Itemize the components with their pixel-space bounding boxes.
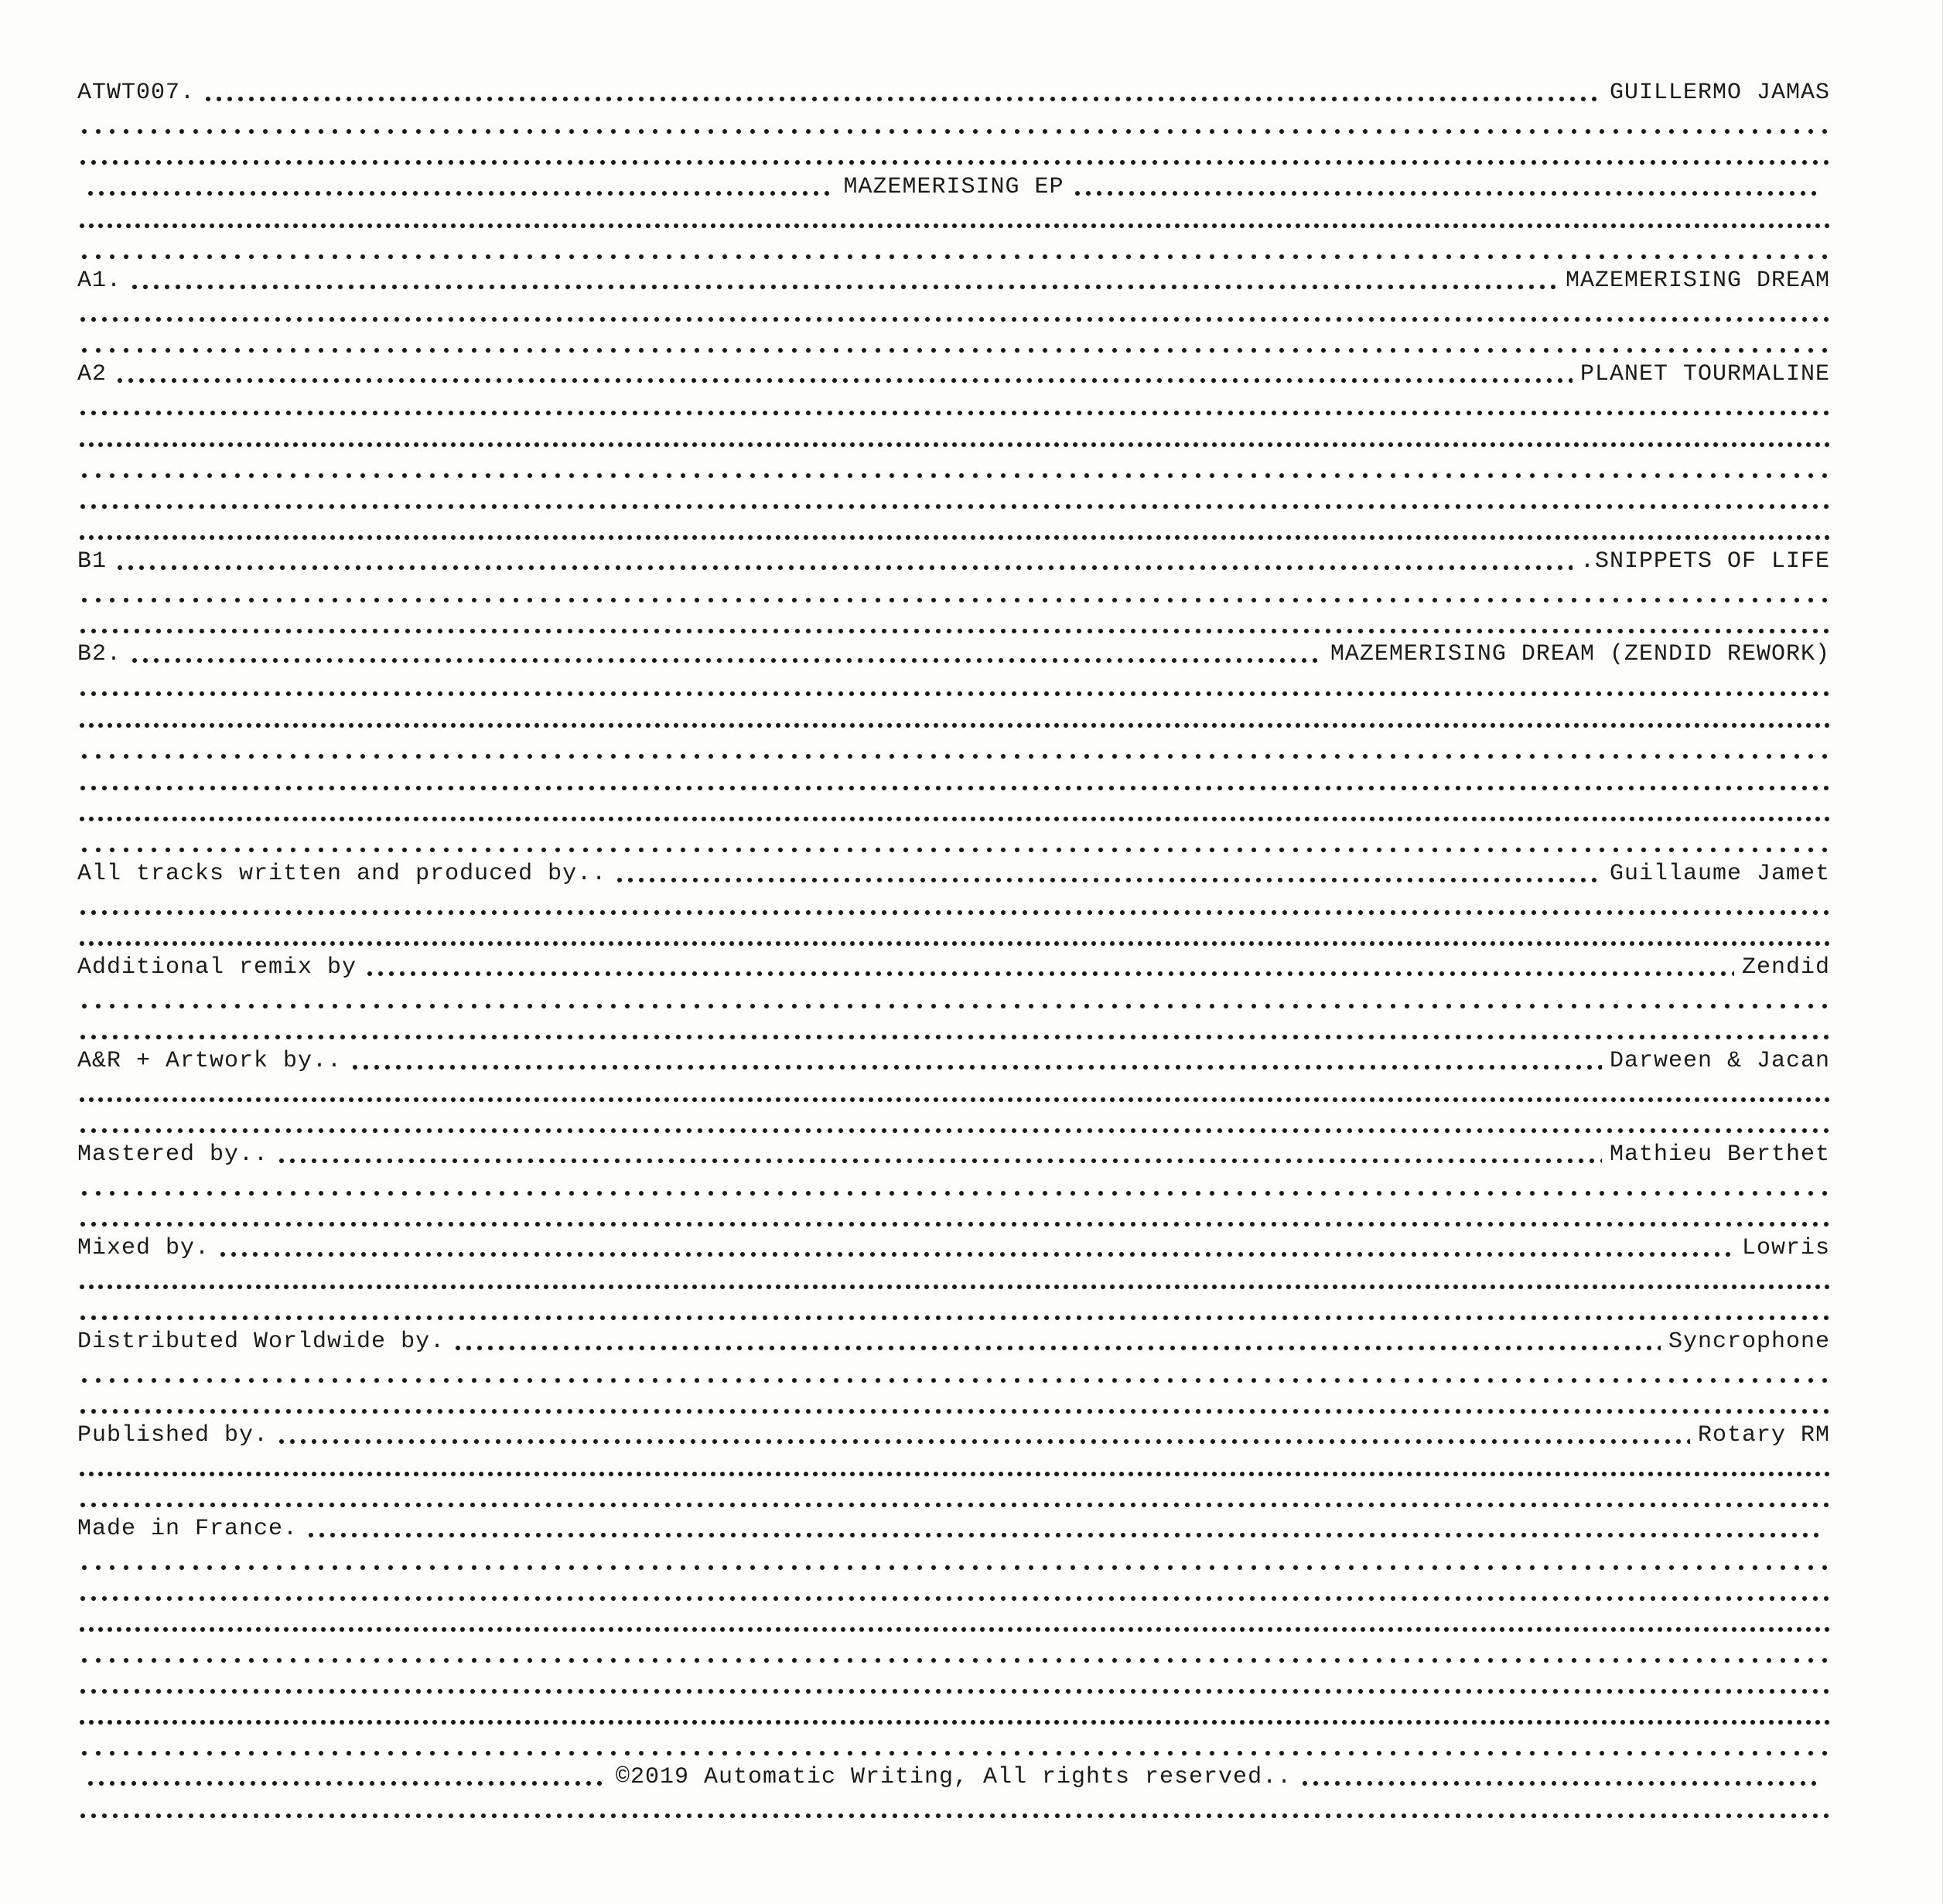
dot-leader <box>203 94 1602 104</box>
dot-row <box>77 1732 1830 1762</box>
dot-row <box>77 1452 1830 1483</box>
dot-row <box>77 1109 1830 1140</box>
dot-leader <box>217 1250 1734 1259</box>
dot-leader <box>276 1437 1690 1446</box>
dot-row <box>77 1577 1830 1608</box>
dot-leader <box>614 875 1602 885</box>
track-title: .SNIPPETS OF LIFE <box>1579 548 1830 575</box>
dot-leader <box>77 752 1830 761</box>
dot-leader <box>77 1656 1830 1665</box>
dot-leader <box>77 814 1830 824</box>
dot-leader <box>129 282 1558 292</box>
dot-leader <box>350 1063 1602 1072</box>
dot-leader <box>77 315 1830 324</box>
dot-row <box>77 141 1830 172</box>
credit-value: Zendid <box>1741 954 1830 981</box>
dot-leader <box>1072 189 1822 198</box>
dot-row <box>77 298 1830 329</box>
dot-leader <box>77 471 1830 480</box>
dot-row <box>77 110 1830 141</box>
dot-row <box>77 235 1830 266</box>
credit-value: Mathieu Berthet <box>1609 1141 1830 1168</box>
dot-leader <box>77 158 1830 167</box>
dot-row <box>77 1203 1830 1234</box>
dot-leader <box>77 1563 1830 1572</box>
credit-label: Distributed Worldwide by. <box>77 1329 446 1355</box>
catalog-number: ATWT007. <box>77 80 196 106</box>
credit-row <box>77 1513 1830 1544</box>
dot-leader <box>306 1530 1822 1540</box>
dot-leader <box>77 252 1830 261</box>
track-row <box>77 546 1830 577</box>
dot-row <box>77 891 1830 922</box>
dot-row <box>77 609 1830 640</box>
dot-row <box>77 391 1830 422</box>
dot-row <box>77 204 1830 235</box>
dot-row <box>77 735 1830 766</box>
dot-leader <box>77 1126 1830 1135</box>
track-row <box>77 265 1830 296</box>
credit-row <box>77 858 1830 889</box>
track-title: MAZEMERISING DREAM (ZENDID REWORK) <box>1330 641 1830 667</box>
credit-label: Mastered by.. <box>77 1141 269 1168</box>
dot-row <box>77 1608 1830 1639</box>
track-title: MAZEMERISING DREAM <box>1565 268 1830 294</box>
dot-row <box>77 578 1830 609</box>
dot-leader <box>77 1500 1830 1510</box>
track-row <box>77 639 1830 670</box>
track-side: A2 <box>77 361 108 387</box>
copyright-row <box>77 1762 1830 1793</box>
credit-row <box>77 952 1830 983</box>
track-row <box>77 359 1830 390</box>
credit-row <box>77 1139 1830 1170</box>
dot-leader <box>85 189 835 198</box>
dot-row <box>77 828 1830 859</box>
dot-row <box>77 1794 1830 1825</box>
dot-row <box>77 922 1830 953</box>
dot-leader <box>77 1001 1830 1011</box>
credit-row <box>77 1233 1830 1264</box>
dot-leader <box>77 346 1830 355</box>
dot-row <box>77 1296 1830 1327</box>
dot-row <box>77 1483 1830 1514</box>
dot-row <box>77 1078 1830 1109</box>
dot-leader <box>77 689 1830 698</box>
dot-leader <box>85 1779 608 1788</box>
credit-label: All tracks written and produced by.. <box>77 861 607 887</box>
credit-value: Lowris <box>1741 1235 1830 1261</box>
dot-row <box>77 1670 1830 1701</box>
credit-value: Syncrophone <box>1668 1329 1830 1355</box>
track-side: A1. <box>77 268 122 294</box>
credit-label: Mixed by. <box>77 1235 210 1261</box>
dot-leader <box>77 845 1830 855</box>
dot-leader <box>77 783 1830 793</box>
credit-label: A&R + Artwork by.. <box>77 1048 343 1074</box>
dot-row <box>77 454 1830 485</box>
dot-leader <box>77 440 1830 449</box>
credit-row <box>77 1420 1830 1451</box>
dot-leader <box>77 1095 1830 1104</box>
dot-leader <box>452 1343 1661 1353</box>
dot-leader <box>77 908 1830 917</box>
dot-leader <box>114 563 1572 572</box>
dot-row <box>77 1015 1830 1046</box>
dot-leader <box>77 533 1830 542</box>
dot-row <box>77 766 1830 797</box>
credit-label: Additional remix by <box>77 954 357 981</box>
dot-leader <box>364 969 1734 978</box>
copyright-text: ©2019 Automatic Writing, All rights reserved.. <box>615 1764 1292 1790</box>
credit-label: Made in France. <box>77 1516 299 1542</box>
header-row <box>77 77 1830 108</box>
credit-label: Published by. <box>77 1422 269 1448</box>
dot-leader <box>1299 1779 1822 1788</box>
dot-row <box>77 329 1830 360</box>
track-side: B2. <box>77 641 122 667</box>
dot-leader <box>77 595 1830 605</box>
dot-row <box>77 423 1830 454</box>
dot-row <box>77 984 1830 1015</box>
credit-value: Guillaume Jamet <box>1609 861 1830 887</box>
dot-row <box>77 516 1830 547</box>
dot-row <box>77 797 1830 828</box>
dot-row <box>77 1701 1830 1732</box>
dot-row <box>77 1359 1830 1390</box>
dot-leader <box>77 1189 1830 1198</box>
dot-leader <box>77 1687 1830 1696</box>
ep-title: MAZEMERISING EP <box>843 174 1064 200</box>
dot-leader <box>77 502 1830 511</box>
dot-leader <box>114 376 1572 385</box>
dot-leader <box>77 408 1830 418</box>
dot-leader <box>77 1625 1830 1634</box>
dot-leader <box>77 1469 1830 1479</box>
dot-leader <box>77 221 1830 230</box>
dot-row <box>77 485 1830 516</box>
artist-name: GUILLERMO JAMAS <box>1609 80 1830 106</box>
track-title: PLANET TOURMALINE <box>1579 361 1830 387</box>
credit-value: Darween & Jacan <box>1609 1048 1830 1074</box>
dot-leader <box>77 1282 1830 1292</box>
dot-leader <box>77 1407 1830 1416</box>
dot-row <box>77 1390 1830 1421</box>
credit-value: Rotary RM <box>1697 1422 1830 1448</box>
dot-leader <box>77 1376 1830 1385</box>
dot-leader <box>77 721 1830 730</box>
dot-row <box>77 672 1830 703</box>
dot-row <box>77 1172 1830 1203</box>
dot-leader <box>77 939 1830 948</box>
dot-leader <box>77 127 1830 136</box>
credit-row <box>77 1046 1830 1077</box>
dot-leader <box>77 1220 1830 1229</box>
dot-leader <box>77 626 1830 636</box>
dot-row <box>77 704 1830 735</box>
dot-row <box>77 1546 1830 1577</box>
title-row <box>77 172 1830 203</box>
dot-leader <box>77 1594 1830 1603</box>
dot-leader <box>77 1313 1830 1322</box>
dot-leader <box>77 1811 1830 1820</box>
dot-leader <box>77 1032 1830 1042</box>
dot-leader <box>77 1718 1830 1727</box>
dot-leader <box>77 1749 1830 1758</box>
dot-row <box>77 1265 1830 1296</box>
dot-leader <box>129 656 1323 665</box>
credit-row <box>77 1326 1830 1357</box>
dot-row <box>77 1639 1830 1670</box>
track-side: B1 <box>77 548 108 575</box>
dot-leader <box>276 1156 1602 1165</box>
